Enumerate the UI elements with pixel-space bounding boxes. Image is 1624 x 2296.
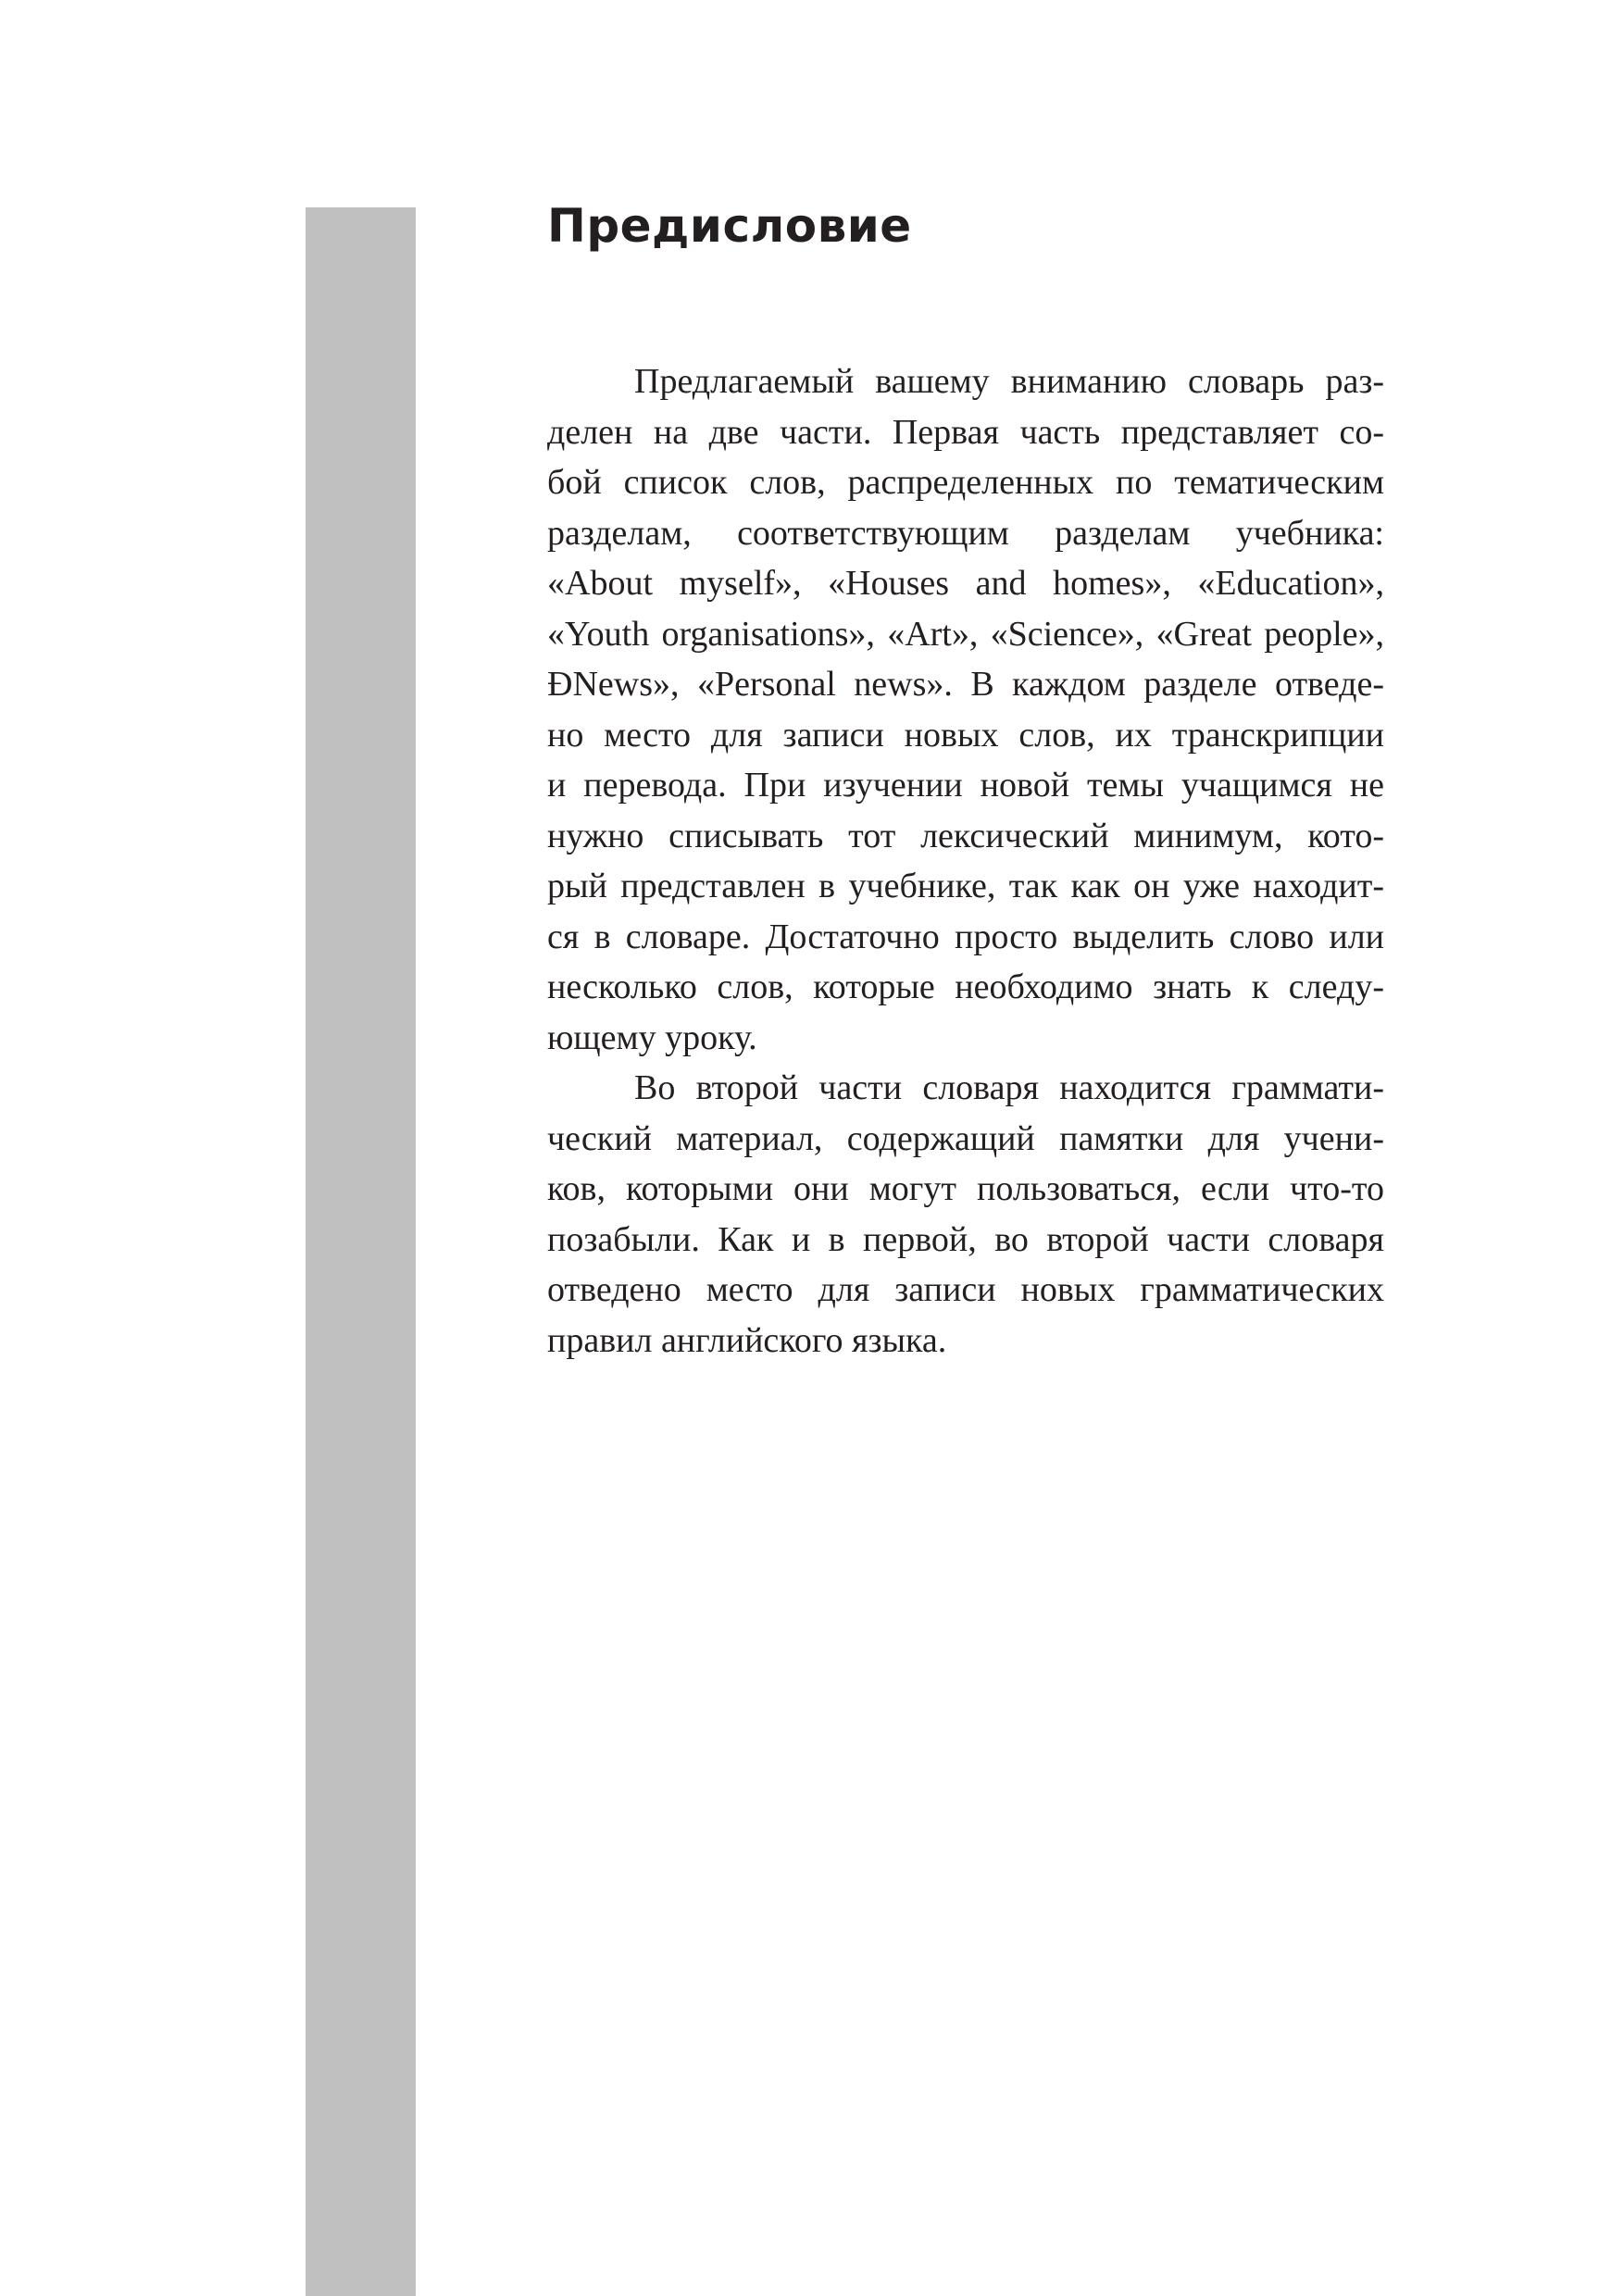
text-line: и перевода. При изучении новой темы учащимся не: [547, 766, 1384, 805]
preface-text: [547, 356, 1384, 1366]
text-line: но место для записи новых слов, их транскрипции: [547, 715, 1384, 755]
text-line: ческий материал, содержащий памятки для учени-: [547, 1118, 1384, 1158]
text-line: «About myself», «Houses and homes», «Education»,: [547, 564, 1384, 603]
text-line: правил английского языка.: [547, 1320, 947, 1360]
text-line: позабыли. Как и в первой, во второй части словаря: [547, 1219, 1384, 1259]
text-line: бой список слов, распределенных по тематическим: [547, 463, 1384, 502]
text-line: ющему уроку.: [547, 1017, 757, 1057]
text-line: несколько слов, которые необходимо знать к следу-: [547, 967, 1384, 1006]
text-line: нужно списывать тот лексический минимум, кото-: [547, 816, 1384, 855]
text-line: ся в словаре. Достаточно просто выделить слово или: [547, 917, 1384, 956]
text-line: «Youth organisations», «Art», «Science», «Great people»,: [547, 614, 1384, 654]
text-line: разделам, соответствующим разделам учебника:: [547, 513, 1384, 553]
text-line: Во второй части словаря находится граммати-: [634, 1068, 1384, 1107]
text-line: отведено место для записи новых грамматических: [547, 1270, 1384, 1309]
page-title: Предисловие: [547, 199, 912, 253]
side-bar-decoration: [306, 207, 416, 2296]
text-line: рый представлен в учебнике, так как он уже находит-: [547, 867, 1384, 905]
text-line: ков, которыми они могут пользоваться, если что-то: [547, 1169, 1384, 1208]
text-line: Предлагаемый вашему вниманию словарь раз-: [634, 362, 1384, 401]
text-line: делен на две части. Первая часть представляет со-: [547, 412, 1384, 452]
text-line: ÐNews», «Personal news». В каждом разделе отведе-: [547, 665, 1384, 704]
